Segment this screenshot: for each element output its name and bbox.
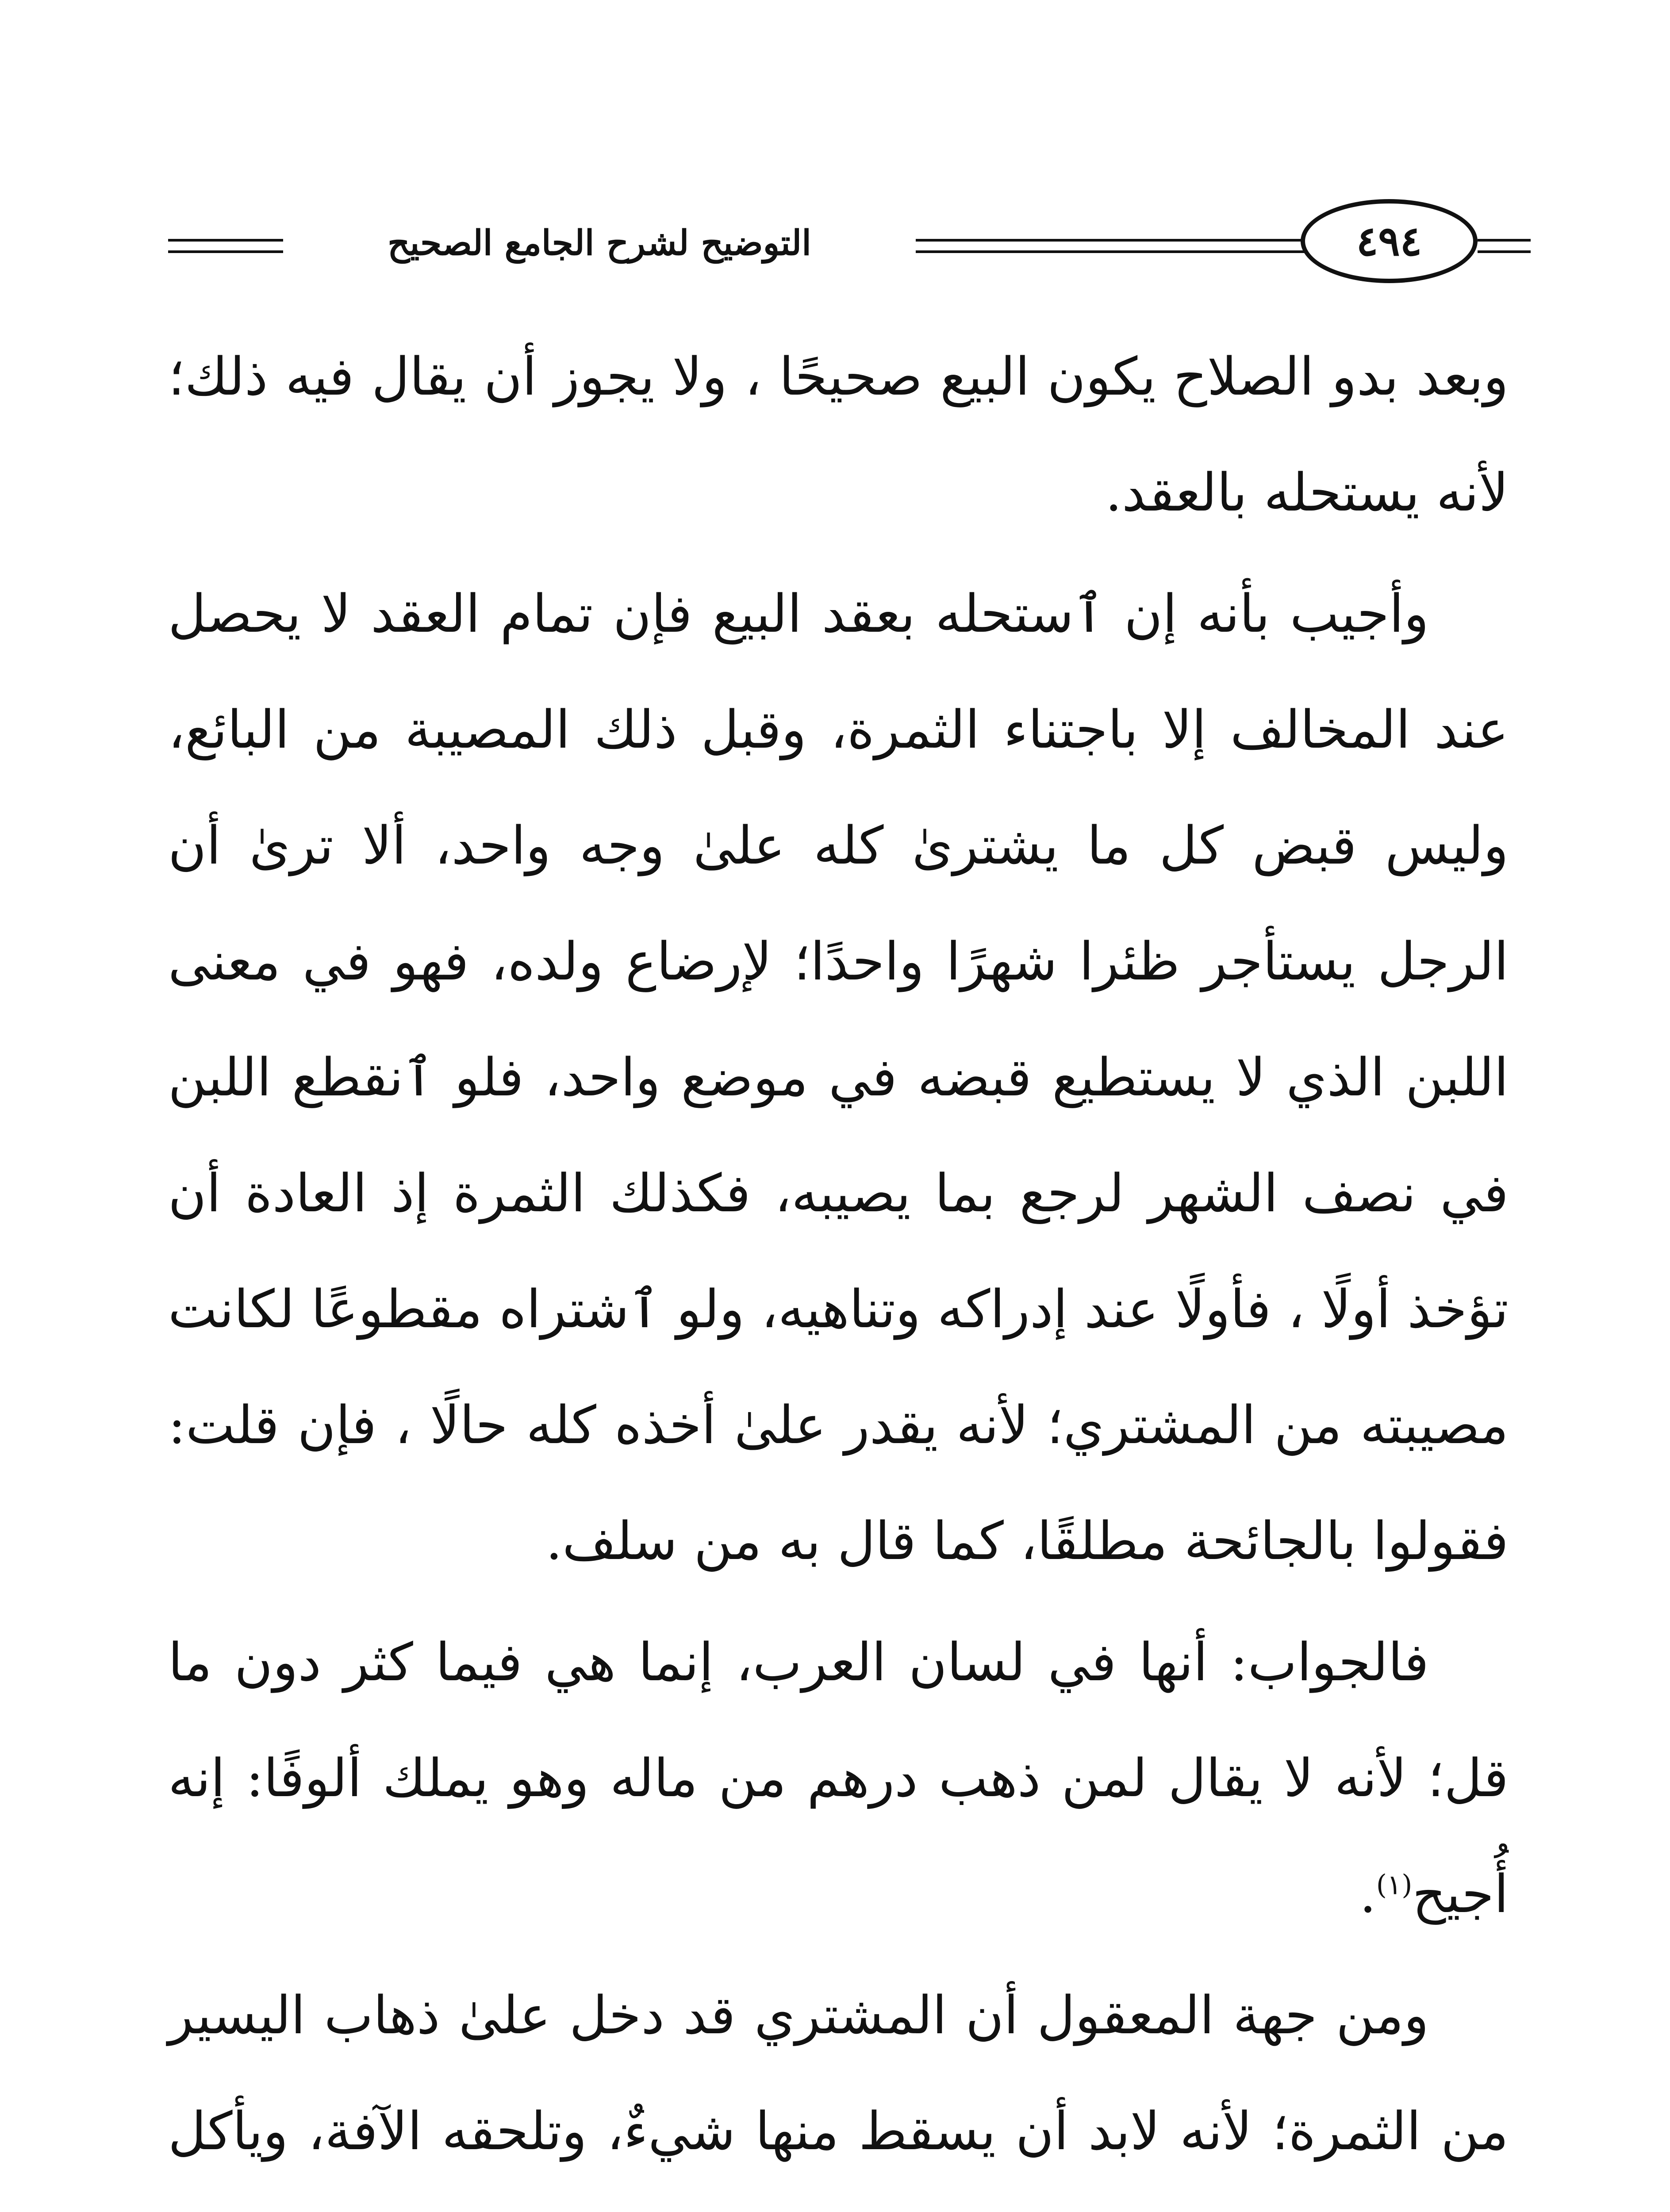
paragraph (168, 556, 1509, 1599)
paragraph-text: وبعد بدو الصلاح يكون البيع صحيحًا ، ولا يجوز أن يقال فيه ذلك؛ لأنه يستحله بالعقد. (168, 346, 1509, 523)
main-text (168, 319, 1509, 2212)
paragraph (168, 1957, 1509, 2212)
running-title: التوضيح لشرح الجامع الصحيح (388, 223, 811, 263)
header-rule-right (1478, 239, 1531, 253)
page-number: ٤٩٤ (1301, 199, 1478, 283)
paragraph-text: فالجواب: أنها في لسان العرب، إنما هي فيما كثر دون ما قل؛ لأنه لا يقال لمن ذهب درهم من ماله وهو يملك ألوفًا: إنه أُجيح (168, 1632, 1509, 1924)
paragraph-text-tail: . (1359, 1863, 1376, 1924)
paragraph-text: وأجيب بأنه إن ٱستحله بعقد البيع فإن تمام العقد لا يحصل عند المخالف إلا باجتناء الثمرة، وقبل ذلك المصيبة من البائع، وليس قبض كل ما يشترىٰ كله علىٰ وجه واحد، ألا ترىٰ أن الرجل يستأجر ظئرا شهرًا واحدًا؛ لإرضاع ولده، فهو في معنى اللبن الذي لا يستطيع قبضه في موضع واحد، فلو ٱنقطع اللبن في نصف الشهر لرجع بما يصيبه، فكذلك الثمرة إذ العادة أن تؤخذ أولًا ، فأولًا عند إدراكه وتناهيه، ولو ٱشتراه مقطوعًا لكانت مصيبته من المشتري؛ لأنه يقدر علىٰ أخذه كله حالًا ، فإن قلت: فقولوا بالجائحة مطلقًا، كما قال به من سلف. (168, 583, 1509, 1571)
paragraph (168, 319, 1509, 550)
header-rule-left (168, 239, 283, 253)
footnote-reference[interactable]: (١) (1376, 1868, 1413, 1901)
paragraph-text: ومن جهة المعقول أن المشتري قد دخل علىٰ ذهاب اليسير من الثمرة؛ لأنه لابد أن يسقط منها شيءٌ، وتلحقه الآفة، ويأكل (168, 1985, 1509, 2162)
paragraph (168, 1604, 1509, 1952)
page-header (168, 195, 1509, 292)
